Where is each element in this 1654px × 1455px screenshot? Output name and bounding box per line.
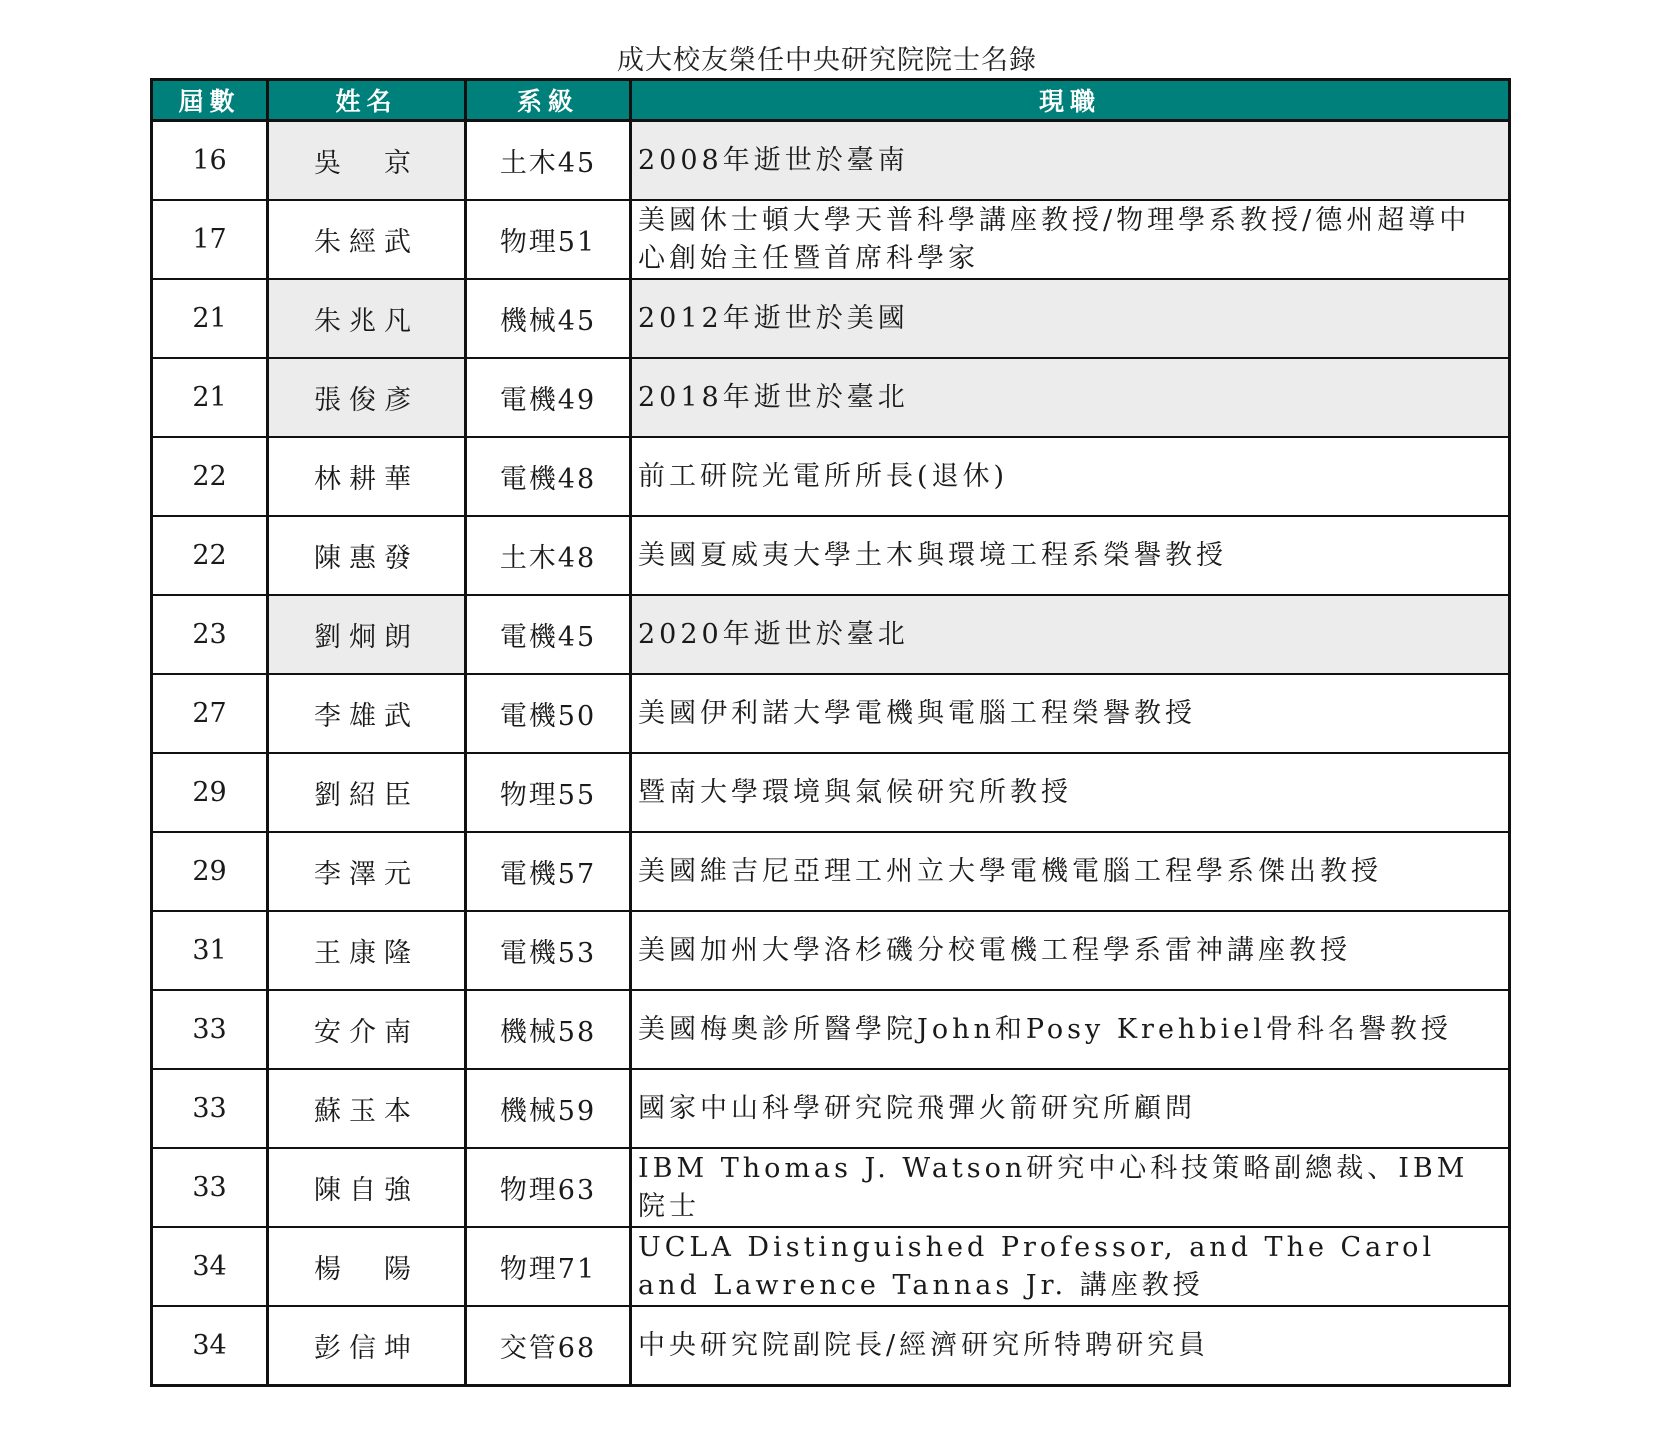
table-row — [152, 832, 1510, 911]
cell-term: 17 — [152, 200, 268, 279]
cell-post: 2018年逝世於臺北 — [631, 358, 1510, 437]
cell-post: 美國休士頓大學天普科學講座教授/物理學系教授/德州超導中心創始主任暨首席科學家 — [631, 200, 1510, 279]
table-row — [152, 358, 1510, 437]
cell-post: 美國伊利諾大學電機與電腦工程榮譽教授 — [631, 674, 1510, 753]
cell-name: 楊 陽 — [268, 1227, 466, 1306]
cell-name: 彭信坤 — [268, 1306, 466, 1386]
table-row — [152, 1069, 1510, 1148]
cell-term: 21 — [152, 279, 268, 358]
cell-term: 33 — [152, 1148, 268, 1227]
header-name: 姓名 — [268, 80, 466, 121]
cell-name: 蘇玉本 — [268, 1069, 466, 1148]
header-dept: 系級 — [466, 80, 631, 121]
cell-term: 33 — [152, 1069, 268, 1148]
cell-name: 王康隆 — [268, 911, 466, 990]
cell-term: 16 — [152, 121, 268, 201]
cell-dept: 電機50 — [466, 674, 631, 753]
academician-table — [150, 78, 1511, 1387]
cell-name: 安介南 — [268, 990, 466, 1069]
cell-name: 朱兆凡 — [268, 279, 466, 358]
cell-dept: 機械58 — [466, 990, 631, 1069]
cell-dept: 電機57 — [466, 832, 631, 911]
cell-name: 朱經武 — [268, 200, 466, 279]
cell-post: 中央研究院副院長/經濟研究所特聘研究員 — [631, 1306, 1510, 1386]
table-row — [152, 200, 1510, 279]
cell-post: 美國梅奧診所醫學院John和Posy Krehbiel骨科名譽教授 — [631, 990, 1510, 1069]
cell-name: 李澤元 — [268, 832, 466, 911]
table-row — [152, 674, 1510, 753]
cell-term: 22 — [152, 437, 268, 516]
cell-post: 2012年逝世於美國 — [631, 279, 1510, 358]
cell-post: 美國加州大學洛杉磯分校電機工程學系雷神講座教授 — [631, 911, 1510, 990]
table-row — [152, 1227, 1510, 1306]
table-row — [152, 279, 1510, 358]
cell-dept: 電機48 — [466, 437, 631, 516]
table-row — [152, 911, 1510, 990]
cell-term: 34 — [152, 1306, 268, 1386]
cell-post: 2020年逝世於臺北 — [631, 595, 1510, 674]
cell-dept: 交管68 — [466, 1306, 631, 1386]
table-row — [152, 121, 1510, 201]
cell-term: 23 — [152, 595, 268, 674]
table-row — [152, 1306, 1510, 1386]
cell-name: 吳 京 — [268, 121, 466, 201]
cell-term: 21 — [152, 358, 268, 437]
cell-post: 美國夏威夷大學土木與環境工程系榮譽教授 — [631, 516, 1510, 595]
table-row — [152, 990, 1510, 1069]
cell-dept: 土木45 — [466, 121, 631, 201]
cell-dept: 物理55 — [466, 753, 631, 832]
header-term: 屆數 — [152, 80, 268, 121]
cell-post: 國家中山科學研究院飛彈火箭研究所顧問 — [631, 1069, 1510, 1148]
cell-post: 暨南大學環境與氣候研究所教授 — [631, 753, 1510, 832]
cell-term: 33 — [152, 990, 268, 1069]
cell-term: 22 — [152, 516, 268, 595]
cell-post: 美國維吉尼亞理工州立大學電機電腦工程學系傑出教授 — [631, 832, 1510, 911]
table-body — [152, 121, 1510, 1386]
table-row — [152, 1148, 1510, 1227]
cell-dept: 物理71 — [466, 1227, 631, 1306]
table-row — [152, 595, 1510, 674]
table-header-row — [152, 80, 1510, 121]
cell-name: 陳惠發 — [268, 516, 466, 595]
cell-dept: 機械45 — [466, 279, 631, 358]
cell-dept: 物理51 — [466, 200, 631, 279]
header-post: 現職 — [631, 80, 1510, 121]
cell-dept: 電機53 — [466, 911, 631, 990]
cell-post: IBM Thomas J. Watson研究中心科技策略副總裁、IBM院士 — [631, 1148, 1510, 1227]
cell-term: 34 — [152, 1227, 268, 1306]
table-row — [152, 516, 1510, 595]
cell-term: 29 — [152, 753, 268, 832]
table-row — [152, 753, 1510, 832]
cell-name: 劉紹臣 — [268, 753, 466, 832]
cell-name: 李雄武 — [268, 674, 466, 753]
cell-name: 林耕華 — [268, 437, 466, 516]
cell-name: 劉炯朗 — [268, 595, 466, 674]
cell-dept: 電機49 — [466, 358, 631, 437]
cell-term: 29 — [152, 832, 268, 911]
cell-post: 2008年逝世於臺南 — [631, 121, 1510, 201]
cell-dept: 機械59 — [466, 1069, 631, 1148]
cell-dept: 土木48 — [466, 516, 631, 595]
document-title: 成大校友榮任中央研究院院士名錄 — [617, 45, 1037, 76]
cell-term: 31 — [152, 911, 268, 990]
table-row — [152, 437, 1510, 516]
cell-dept: 物理63 — [466, 1148, 631, 1227]
cell-post: 前工研院光電所所長(退休) — [631, 437, 1510, 516]
cell-name: 張俊彥 — [268, 358, 466, 437]
cell-dept: 電機45 — [466, 595, 631, 674]
cell-post: UCLA Distinguished Professor, and The Carol and Lawrence Tannas Jr. 講座教授 — [631, 1227, 1510, 1306]
cell-name: 陳自強 — [268, 1148, 466, 1227]
cell-term: 27 — [152, 674, 268, 753]
